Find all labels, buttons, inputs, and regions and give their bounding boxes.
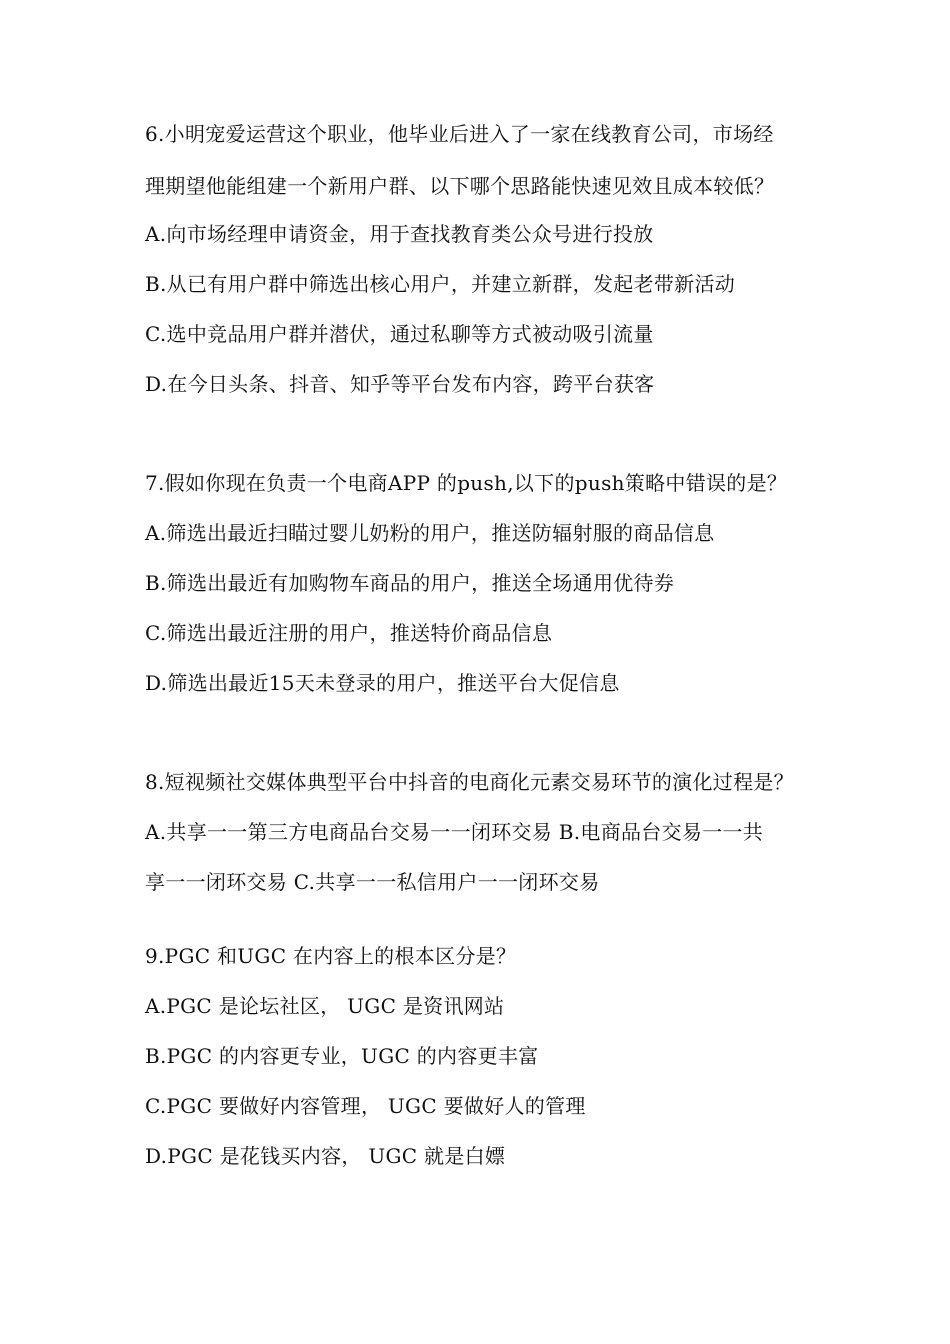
question-7-option-c: C.筛选出最近注册的用户，推送特价商品信息 (145, 621, 553, 645)
question-8-options-line-2: 享一一闭环交易 C.共享一一私信用户一一闭环交易 (145, 870, 600, 894)
question-9-option-b: B.PGC 的内容更专业，UGC 的内容更丰富 (145, 1044, 539, 1068)
question-6-option-b: B.从已有用户群中筛选出核心用户，并建立新群，发起老带新活动 (145, 272, 736, 296)
question-7-stem: 7.假如你现在负责一个电商APP 的push,以下的push策略中错误的是？ (145, 471, 788, 495)
question-6-stem-line-1: 6.小明宠爱运营这个职业，他毕业后进入了一家在线教育公司，市场经 (145, 122, 774, 146)
question-9-stem: 9.PGC 和UGC 在内容上的根本区分是？ (145, 944, 517, 968)
question-9-option-a: A.PGC 是论坛社区， UGC 是资讯网站 (145, 994, 505, 1018)
question-6-stem-line-2: 理期望他能组建一个新用户群、以下哪个思路能快速见效且成本较低？ (145, 174, 775, 198)
question-6-option-d: D.在今日头条、抖音、知乎等平台发布内容，跨平台获客 (145, 372, 655, 396)
question-9-option-c: C.PGC 要做好内容管理， UGC 要做好人的管理 (145, 1094, 586, 1118)
question-6-option-a: A.向市场经理申请资金，用于查找教育类公众号进行投放 (145, 222, 654, 246)
question-7-option-d: D.筛选出最近15天未登录的用户，推送平台大促信息 (145, 671, 620, 695)
question-7-option-b: B.筛选出最近有加购物车商品的用户，推送全场通用优待券 (145, 571, 675, 595)
question-9-option-d: D.PGC 是花钱买内容， UGC 就是白嫖 (145, 1144, 506, 1168)
question-8-stem: 8.短视频社交媒体典型平台中抖音的电商化元素交易环节的演化过程是？ (145, 770, 794, 794)
question-7-option-a: A.筛选出最近扫瞄过婴儿奶粉的用户，推送防辐射服的商品信息 (145, 521, 715, 545)
question-8-options-line-1: A.共享一一第三方电商品台交易一一闭环交易 B.电商品台交易一一共 (145, 820, 764, 844)
question-6-option-c: C.选中竞品用户群并潜伏，通过私聊等方式被动吸引流量 (145, 322, 654, 346)
